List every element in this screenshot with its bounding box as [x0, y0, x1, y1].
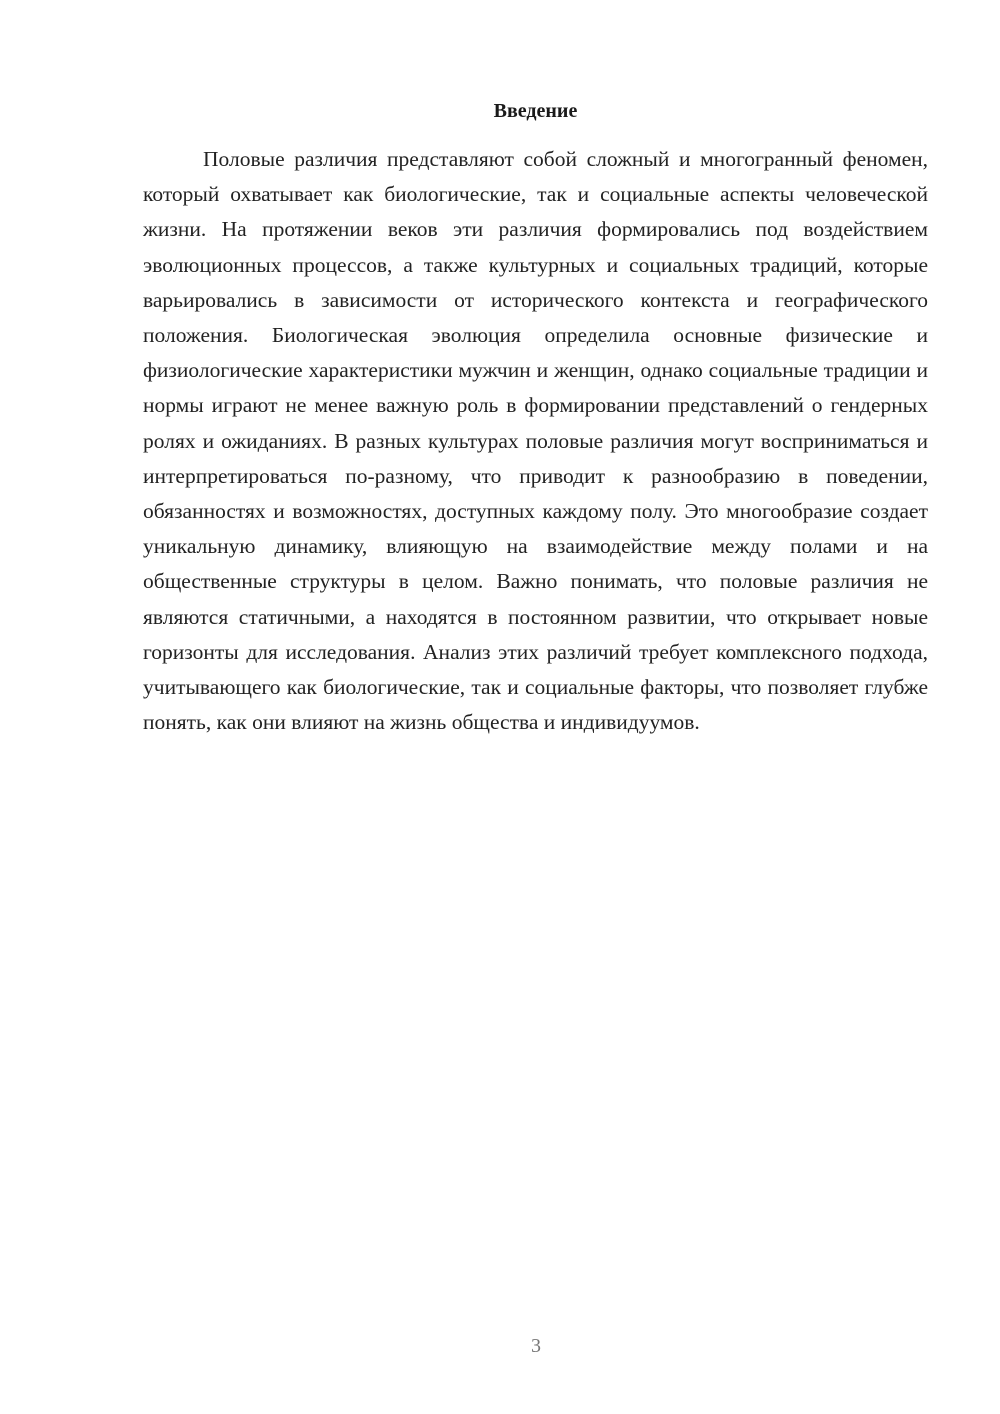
section-heading: Введение — [493, 100, 578, 122]
page-number: 3 — [531, 1335, 541, 1357]
body-paragraph: Половые различия представляют собой сложный и многогранный феномен, который охватывает как биологические, так и социальные аспекты человеческой жизни. На протяжении веков эти различия формировались под воздействием эволюционных процессов, а также культурных и социальных традиций, которые варьировались в зависимости от исторического контекста и географического положения. Биологическая эволюция определила основные физические и физиологические характеристики мужчин и женщин, однако социальные традиции и нормы играют не менее важную роль в формировании представлений о гендерных ролях и ожиданиях. В разных культурах половые различия могут восприниматься и интерпретироваться по-разному, что приводит к разнообразию в поведении, обязанностях и возможностях, доступных каждому полу. Это многообразие создает уникальную динамику, влияющую на взаимодействие между полами и на общественные структуры в целом. Важно понимать, что половые различия не являются статичными, а находятся в постоянном развитии, что открывает новые горизонты для исследования. Анализ этих различий требует комплексного подхода, учитывающего как биологические, так и социальные факторы, что позволяет глубже понять, как они влияют на жизнь общества и индивидуумов. — [143, 147, 928, 735]
